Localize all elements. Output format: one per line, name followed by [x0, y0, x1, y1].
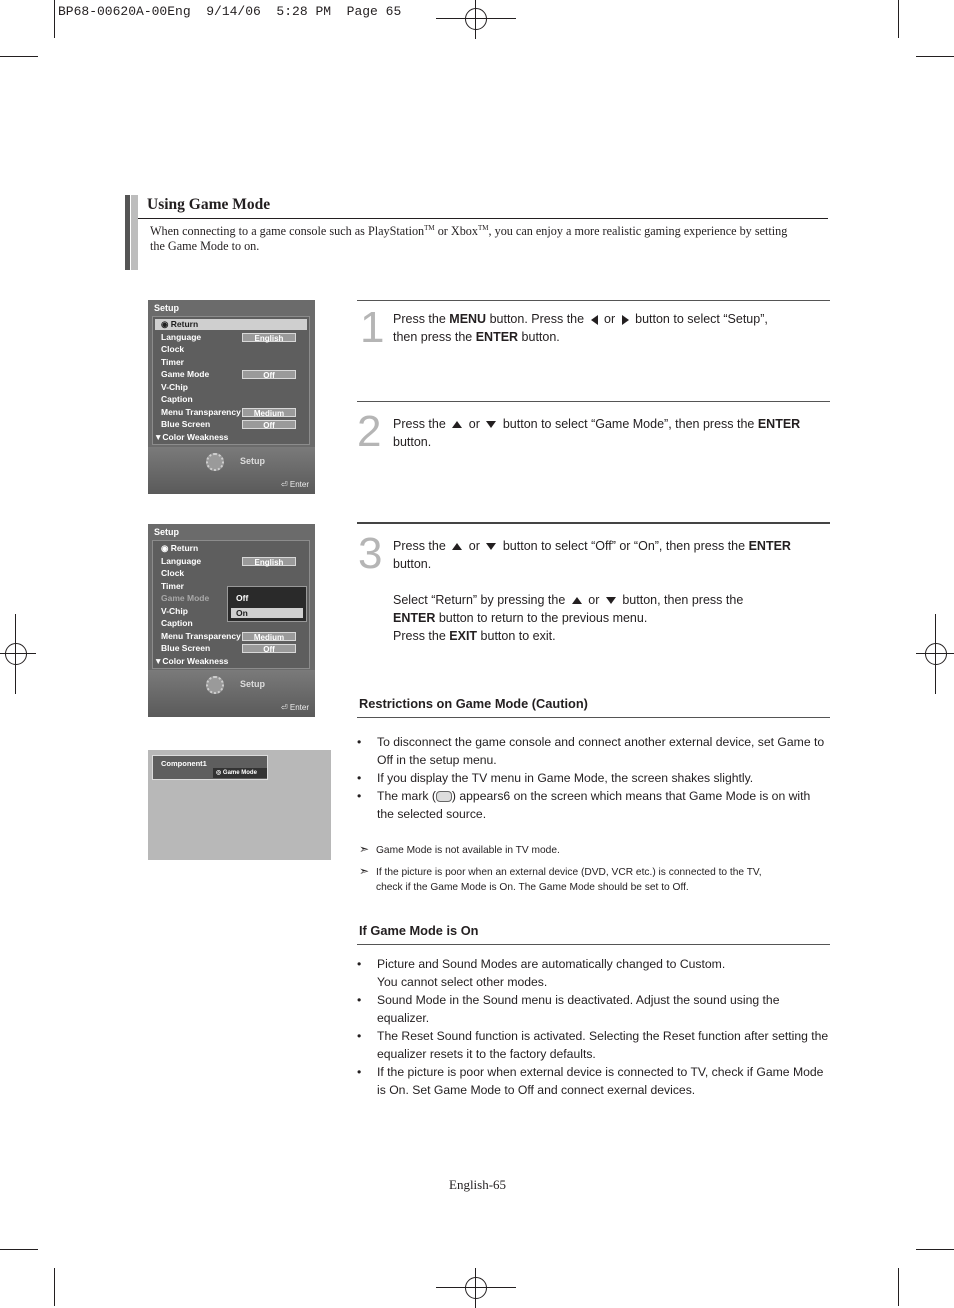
menu-item-blue-screen: Blue Screen	[161, 419, 211, 429]
menu-header: Setup	[154, 527, 180, 537]
list-item: • Sound Mode in the Sound menu is deactivated. Adjust the sound using the equalizer.	[357, 993, 780, 1025]
value-game-mode: Off	[242, 370, 296, 379]
print-slug: BP68-00620A-00Eng 9/14/06 5:28 PM Page 65	[58, 4, 402, 19]
restrictions-heading: Restrictions on Game Mode (Caution)	[359, 696, 588, 711]
menu-item-game-mode: Game Mode	[161, 593, 210, 603]
title-divider	[138, 218, 828, 219]
list-item: • Picture and Sound Modes are automatically changed to Custom. You cannot select other modes.	[357, 957, 726, 989]
step-divider	[357, 300, 830, 301]
left-arrow-icon	[591, 315, 598, 325]
heading-underline	[357, 717, 830, 718]
footer-label: Setup	[240, 456, 266, 466]
page-number: English-65	[449, 1177, 507, 1192]
down-arrow-icon	[486, 543, 496, 550]
list-item: • The Reset Sound function is activated. Selecting the Reset function after setting the equalizer resets it to the factory defaults.	[357, 1029, 829, 1061]
list-item: • If you display the TV menu in Game Mode, the screen shakes slightly.	[357, 771, 754, 785]
menu-footer	[148, 670, 315, 717]
if-on-list	[357, 955, 829, 1099]
menu-item-caption: Caption	[161, 618, 193, 628]
setup-menu-screenshot	[148, 300, 315, 494]
value-blue-screen: Off	[242, 644, 296, 653]
value-language: English	[242, 333, 296, 342]
intro-text: When connecting to a game console such as PlayStation™ or Xbox™, you can enjoy a more realistic gaming experience by setting the Game Mode to on.	[150, 224, 788, 254]
crop-mark	[54, 1268, 55, 1306]
step-number: 2	[357, 407, 382, 456]
step-1-text: Press the MENU button. Press the or button to select “Setup”, then press the ENTER button.	[393, 312, 768, 344]
restrictions-list	[357, 733, 829, 823]
crop-mark	[0, 56, 38, 57]
up-arrow-icon	[572, 597, 582, 604]
if-on-heading: If Game Mode is On	[359, 923, 479, 938]
title-accent-bar	[131, 195, 138, 270]
crop-mark	[916, 1249, 954, 1250]
crop-mark	[898, 1268, 899, 1306]
step-number: 1	[360, 303, 385, 352]
note: ➣ Game Mode is not available in TV mode.	[359, 842, 560, 856]
right-arrow-icon	[622, 315, 629, 325]
menu-item-clock: Clock	[161, 568, 185, 578]
gamepad-icon	[436, 791, 452, 802]
popup-option-off: Off	[236, 593, 249, 603]
menu-item-vchip: V-Chip	[161, 382, 188, 392]
menu-item-transparency: Menu Transparency	[161, 631, 241, 641]
crop-mark	[54, 0, 55, 38]
value-transparency: Medium	[242, 632, 296, 641]
title-accent-bar	[125, 195, 130, 270]
section-title: Using Game Mode	[147, 196, 271, 213]
heading-underline	[357, 944, 830, 945]
crop-mark	[898, 0, 899, 38]
crop-mark	[916, 56, 954, 57]
menu-item-transparency: Menu Transparency	[161, 407, 241, 417]
note: ➣ If the picture is poor when an external device (DVD, VCR etc.) is connected to the TV, check if the Game Mode is On. The Game Mode should be set to Off.	[359, 864, 762, 893]
note-arrow-icon: ➣	[359, 864, 370, 878]
enter-icon: ⏎	[280, 703, 290, 712]
step-divider	[357, 401, 830, 402]
down-arrow-icon	[606, 597, 616, 604]
gear-icon	[206, 453, 224, 471]
crop-mark	[935, 614, 936, 694]
enter-hint: ⏎ Enter	[280, 480, 309, 489]
value-transparency: Medium	[242, 408, 296, 417]
enter-hint: ⏎ Enter	[280, 703, 309, 712]
menu-panel	[152, 316, 310, 445]
note-arrow-icon: ➣	[359, 842, 370, 856]
crop-mark	[0, 1249, 38, 1250]
step-divider	[357, 522, 830, 524]
enter-icon: ⏎	[280, 480, 290, 489]
game-mode-badge: ◎ Game Mode	[213, 768, 267, 778]
game-mode-popup	[227, 586, 307, 622]
up-arrow-icon	[452, 421, 462, 428]
menu-item-clock: Clock	[161, 344, 185, 354]
more-down-icon: ▼	[154, 656, 163, 666]
setup-menu-screenshot-popup	[148, 524, 315, 717]
menu-footer	[148, 447, 315, 494]
menu-item-return: ◉ Return	[161, 543, 199, 553]
menu-item-vchip: V-Chip	[161, 606, 188, 616]
menu-item-color-weakness: ▼Color Weakness	[154, 656, 229, 666]
menu-item-timer: Timer	[161, 357, 184, 367]
registration-mark	[0, 634, 36, 674]
component-screen-screenshot	[148, 750, 331, 860]
step-3-text: Press the or button to select “Off” or “On”, then press the ENTER button. Select “Return” by pressing the or button, then press the ENTER button to return to the previous menu. Press the EXIT button to exit.	[393, 539, 791, 643]
registration-mark	[456, 1268, 496, 1308]
source-info-box	[152, 755, 268, 780]
menu-item-language: Language	[161, 556, 202, 566]
step-2-text: Press the or button to select “Game Mode”, then press the ENTER button.	[393, 417, 801, 449]
menu-header: Setup	[154, 303, 180, 313]
up-arrow-icon	[452, 543, 462, 550]
more-down-icon: ▼	[154, 432, 163, 442]
list-item: • If the picture is poor when external device is connected to TV, check if Game Mode is On. Set Game Mode to Off and connect exernal devices.	[357, 1065, 824, 1097]
return-icon: ◉	[161, 319, 171, 329]
step-number: 3	[358, 529, 383, 578]
gear-icon	[206, 676, 224, 694]
crop-mark	[15, 614, 16, 694]
menu-item-language: Language	[161, 332, 202, 342]
footer-label: Setup	[240, 679, 266, 689]
down-arrow-icon	[486, 421, 496, 428]
menu-item-timer: Timer	[161, 581, 184, 591]
value-language: English	[242, 557, 296, 566]
gamepad-icon: ◎	[216, 770, 223, 776]
list-item: • To disconnect the game console and connect another external device, set Game to Off in the setup menu.	[357, 735, 825, 767]
value-blue-screen: Off	[242, 420, 296, 429]
source-label: Component1	[161, 759, 207, 768]
menu-item-game-mode: Game Mode	[161, 369, 210, 379]
popup-option-on: On	[231, 608, 303, 618]
menu-item-blue-screen: Blue Screen	[161, 643, 211, 653]
registration-mark	[456, 0, 496, 39]
menu-item-color-weakness: ▼Color Weakness	[154, 432, 229, 442]
menu-item-caption: Caption	[161, 394, 193, 404]
return-icon: ◉	[161, 543, 171, 553]
menu-item-return: ◉ Return	[155, 319, 307, 330]
list-item: • The mark ( ) appears6 on the screen which means that Game Mode is on with the selected source.	[357, 789, 811, 821]
